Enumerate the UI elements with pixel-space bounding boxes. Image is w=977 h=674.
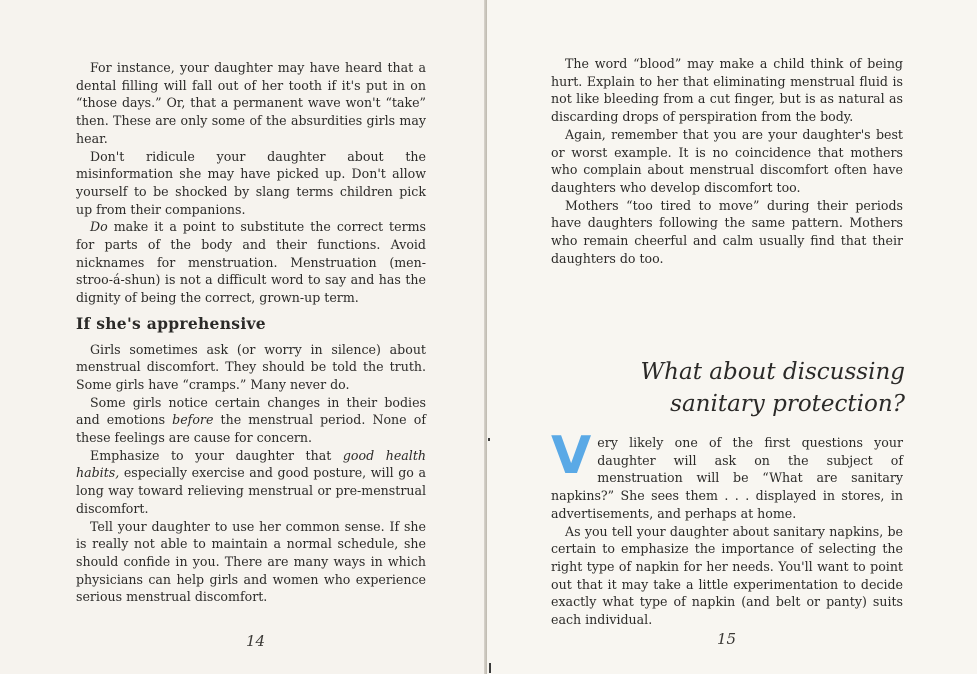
paragraph-blood: The word “blood” may make a child think of being hurt. Explain to her that eliminating menstrual fluid is not like bleeding from a cut finger, but is as natural as discarding drops of perspiration from the body.	[551, 56, 903, 125]
paragraph-sanitary-napkins: As you tell your daughter about sanitary napkins, be certain to emphasize the importance of selecting the right type of napkin for her needs. You'll want to point out that it may take a little experimentation to decide exactly what type of napkin (and belt or panty) suits each individual.	[551, 523, 903, 628]
emphasis-before: before	[172, 412, 214, 428]
drop-cap-letter: V	[551, 426, 592, 486]
paragraph-correct-terms	[76, 218, 426, 307]
paragraph-changes	[76, 394, 426, 447]
print-speck	[488, 438, 490, 441]
emphasis-good-health: good health habits,	[76, 447, 427, 481]
paragraph-too-tired: Mothers “too tired to move” during their periods have daughters following the same pattern. Mothers who remain cheerful and calm usually find that their daughters do too.	[551, 197, 903, 266]
paragraph-common-sense: Tell your daughter to use her common sense. If she is really not able to maintain a normal schedule, she should confide in you. There are many ways in which physicians can help girls and women who experience serious menstrual discomfort.	[76, 518, 426, 605]
very-likely-text: ery likely one of the first questions your daughter will ask on the subject of menstruation will be “What are sanitary napkins?” She sees them . . . displayed in stores, in advertisements, and perhaps at home.	[551, 435, 903, 521]
right-page-body	[551, 55, 903, 267]
subheading-apprehensive: If she's apprehensive	[76, 313, 266, 333]
paragraph-dental: For instance, your daughter may have heard that a dental filling will fall out of her tooth if it's put in on “those days.” Or, that a permanent wave won't “take” then. These are only some of the absurdities girls may hear.	[76, 60, 426, 146]
section-heading	[605, 356, 905, 420]
health-text-b: especially exercise and good posture, will go a long way toward relieving menstrual or pre-menstrual discomfort.	[76, 465, 426, 516]
paragraph-ridicule: Don't ridicule your daughter about the misinformation she may have picked up. Don't allow yourself to be shocked by slang terms children pick up from their companions.	[76, 148, 426, 217]
print-speck-bottom	[489, 663, 491, 673]
changes-text-a: Some girls notice certain changes in their bodies and emotions	[76, 394, 426, 428]
paragraph-very-likely	[551, 426, 903, 523]
correct-terms-text: make it a point to substitute the correct terms for parts of the body and their functions. Avoid nicknames for menstruation. Menstruation (men-stroo-á-shun) is not a difficult word to say and has the dignity of being the correct, grown-up term.	[76, 219, 426, 306]
paragraph-discomfort: Girls sometimes ask (or worry in silence) about menstrual discomfort. They should be told the truth. Some girls have “cramps.” Many never do.	[76, 341, 426, 392]
section-heading-line-1: What about discussing	[640, 359, 905, 385]
changes-text-b: the menstrual period. None of these feelings are cause for concern.	[76, 412, 426, 446]
right-page	[487, 0, 977, 674]
emphasis-do: Do	[90, 219, 108, 235]
page-number-right: 15	[717, 630, 737, 648]
left-page	[0, 0, 487, 674]
paragraph-example: Again, remember that you are your daughter's best or worst example. It is no coincidence that mothers who complain about menstrual discomfort often have daughters who develop discomfort too.	[551, 126, 903, 195]
section-heading-line-2: sanitary protection?	[670, 391, 905, 417]
sanitary-section-body	[551, 426, 903, 629]
left-page-body	[76, 59, 426, 606]
health-text-a: Emphasize to your daughter that	[90, 447, 343, 463]
paragraph-health-habits	[76, 447, 426, 518]
page-number-left: 14	[246, 632, 266, 650]
